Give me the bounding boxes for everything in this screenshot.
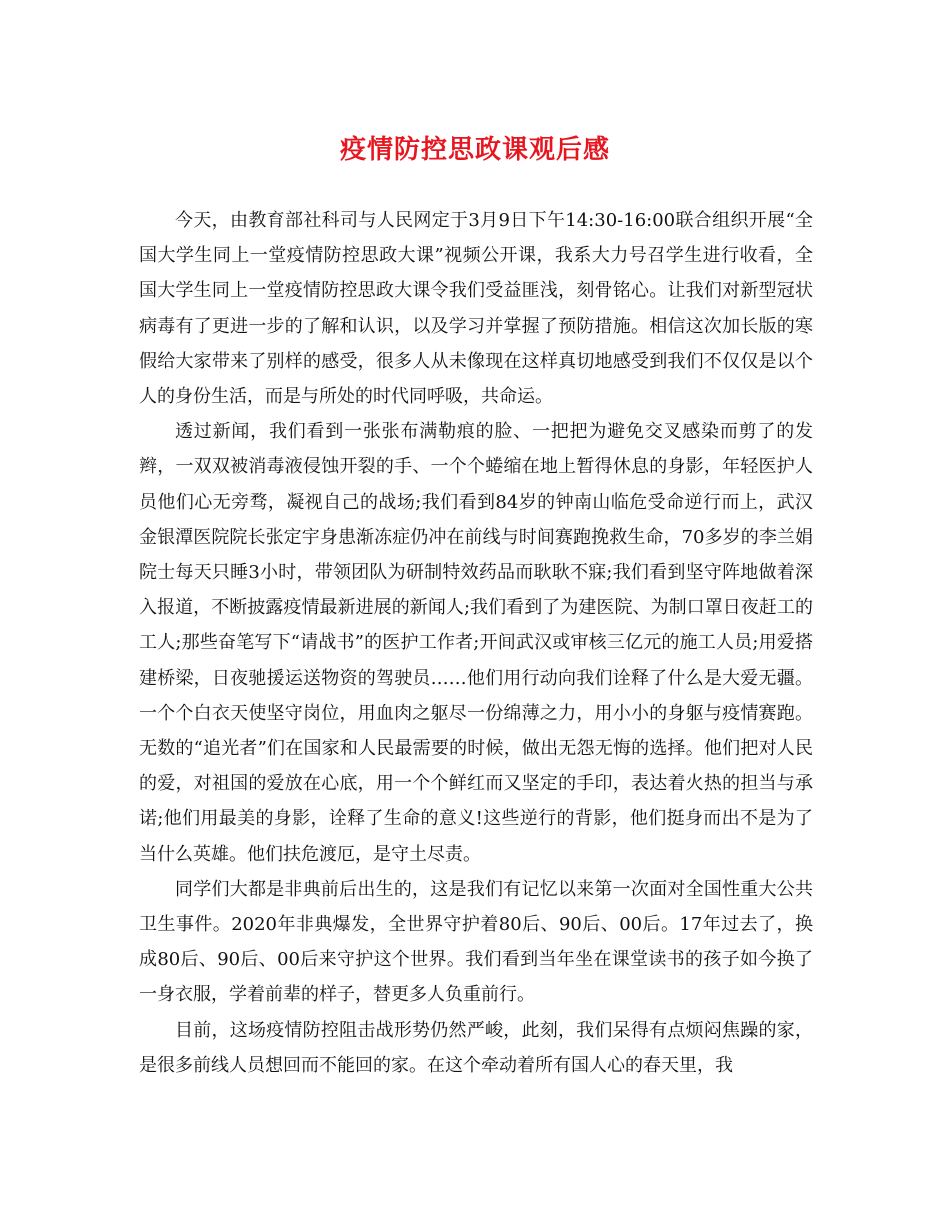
- document-body: [139, 203, 813, 1083]
- paragraph-4: 目前，这场疫情防控阻击战形势仍然严峻，此刻，我们呆得有点烦闷焦躁的家，是很多前线人员想回而不能回的家。在这个牵动着所有国人心的春天里，我: [139, 1019, 813, 1076]
- document-title: 疫情防控思政课观后感: [339, 135, 610, 165]
- paragraph-2: 透过新闻，我们看到一张张布满勒痕的脸、一把把为避免交叉感染而剪了的发辫，一双双被消毒液侵蚀开裂的手、一个个蜷缩在地上暂得休息的身影，年轻医护人员他们心无旁骛，凝视自己的战场;我们看到84岁的钟南山临危受命逆行而上，武汉金银潭医院院长张定宇身患渐冻症仍冲在前线与时间赛跑挽救生命，70多岁的李兰娟院士每天只睡3小时，带领团队为研制特效药品而耿耿不寐;我们看到坚守阵地做着深入报道，不断披露疫情最新进展的新闻人;我们看到了为建医院、为制口罩日夜赶工的工人;那些奋笔写下“请战书”的医护工作者;开间武汉或审核三亿元的施工人员;用爱搭建桥梁，日夜驰援运送物资的驾驶员……他们用行动向我们诠释了什么是大爱无疆。一个个白衣天使坚守岗位，用血肉之躯尽一份绵薄之力，用小小的身躯与疫情赛跑。无数的“追光者”们在国家和人民最需要的时候，做出无怨无悔的选择。他们把对人民的爱，对祖国的爱放在心底，用一个个鲜红而又坚定的手印，表达着火热的担当与承诺;他们用最美的身影，诠释了生命的意义!这些逆行的背影，他们挺身而出不是为了当什么英雄。他们扶危渡厄，是守土尽责。: [139, 421, 813, 865]
- paragraph-1: 今天，由教育部社科司与人民网定于3月9日下午14:30-16:00联合组织开展“全国大学生同上一堂疫情防控思政大课”视频公开课，我系大力号召学生进行收看，全国大学生同上一堂疫情防控思政大课令我们受益匪浅，刻骨铭心。让我们对新型冠状病毒有了更进一步的了解和认识，以及学习并掌握了预防措施。相信这次加长版的寒假给大家带来了别样的感受，很多人从未像现在这样真切地感受到我们不仅仅是以个人的身份生活，而是与所处的时代同呼吸，共命运。: [139, 210, 813, 408]
- paragraph-3: 同学们大都是非典前后出生的，这是我们有记忆以来第一次面对全国性重大公共卫生事件。2020年非典爆发，全世界守护着80后、90后、00后。17年过去了，换成80后、90后、00后来守护这个世界。我们看到当年坐在课堂读书的孩子如今换了一身衣服，学着前辈的样子，替更多人负重前行。: [139, 878, 813, 1006]
